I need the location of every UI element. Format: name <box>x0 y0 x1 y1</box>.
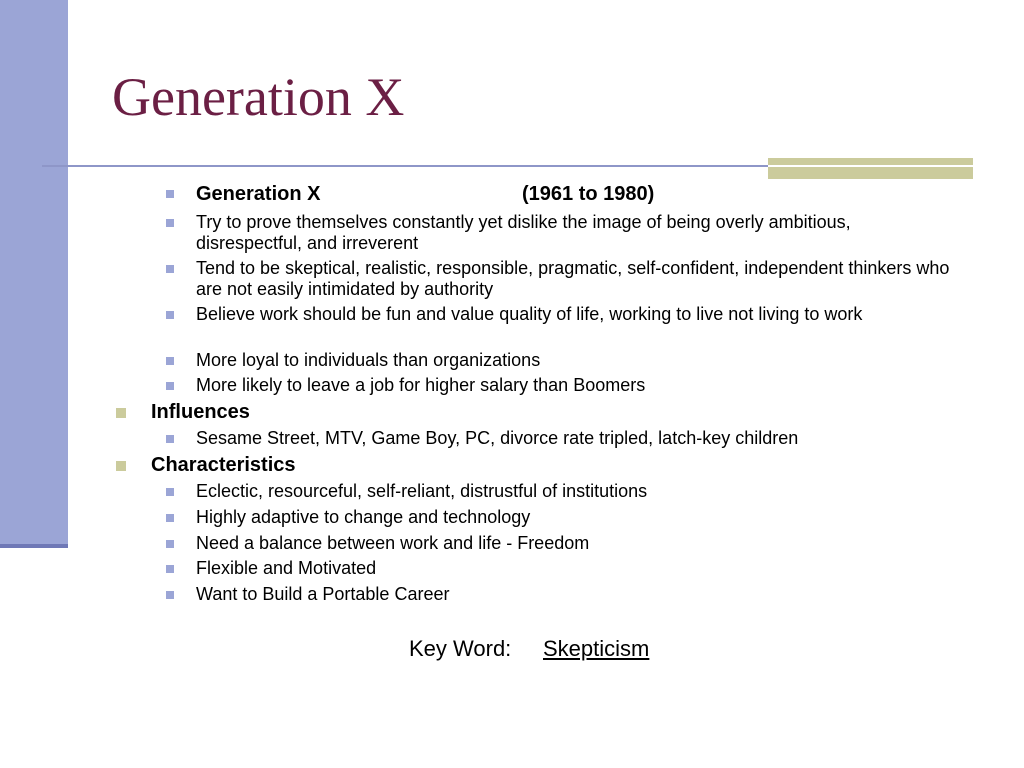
square-bullet-icon <box>166 565 174 573</box>
key-word-label: Key Word: <box>409 636 512 661</box>
square-bullet-icon <box>166 540 174 548</box>
square-bullet-icon <box>166 357 174 365</box>
list-item-text: Tend to be skeptical, realistic, responsible, pragmatic, self-confident, independent thinkers who are not easily intimidated by authority <box>196 258 950 299</box>
list-item-text: Eclectic, resourceful, self-reliant, distrustful of institutions <box>196 481 648 501</box>
list-item-text: More likely to leave a job for higher salary than Boomers <box>196 375 646 395</box>
influences-heading: Influences <box>151 401 250 423</box>
list-item-text: Flexible and Motivated <box>196 558 377 578</box>
square-bullet-icon <box>116 408 126 418</box>
key-word-value: Skepticism <box>543 636 650 661</box>
square-bullet-icon <box>116 461 126 471</box>
square-bullet-icon <box>166 265 174 273</box>
square-bullet-icon <box>166 311 174 319</box>
list-item-text: More loyal to individuals than organizations <box>196 350 541 370</box>
header-bullet-years: (1961 to 1980) <box>522 183 655 205</box>
list-item-text: Sesame Street, MTV, Game Boy, PC, divorce rate tripled, latch-key children <box>196 428 799 448</box>
square-bullet-icon <box>166 190 174 198</box>
list-item-text: Highly adaptive to change and technology <box>196 507 531 527</box>
square-bullet-icon <box>166 488 174 496</box>
list-item-text: Want to Build a Portable Career <box>196 584 450 604</box>
header-bullet-label: Generation X <box>196 183 321 205</box>
square-bullet-icon <box>166 382 174 390</box>
square-bullet-icon <box>166 514 174 522</box>
characteristics-heading: Characteristics <box>151 454 296 476</box>
square-bullet-icon <box>166 435 174 443</box>
list-item-text: Need a balance between work and life - Freedom <box>196 533 590 553</box>
square-bullet-icon <box>166 591 174 599</box>
list-item-text: Believe work should be fun and value quality of life, working to live not living to work <box>196 304 863 324</box>
square-bullet-icon <box>166 219 174 227</box>
list-item-text: Try to prove themselves constantly yet dislike the image of being overly ambitious, disrespectful, and irreverent <box>196 212 851 253</box>
slide-title: Generation X <box>112 67 405 127</box>
